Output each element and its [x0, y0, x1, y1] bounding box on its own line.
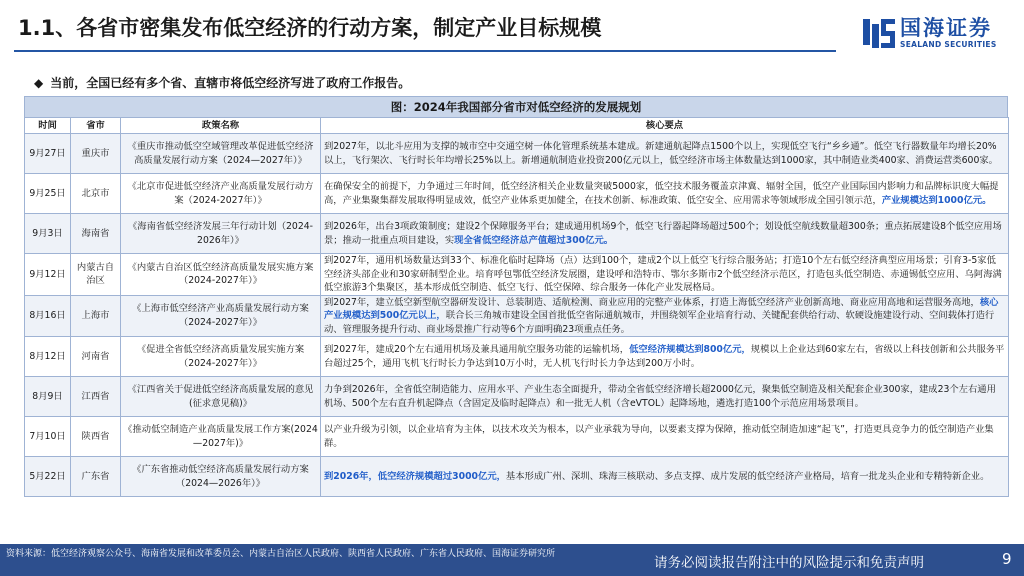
logo-name-en: SEALAND SECURITIES: [900, 40, 997, 49]
cell-place: 陕西省: [71, 417, 121, 457]
key-points-highlight: 现全省低空经济总产值超过300亿元。: [454, 234, 614, 246]
table-row: [25, 457, 1009, 497]
cell-policy: 《广东省推动低空经济高质量发展行动方案（2024—2026年）》: [121, 457, 321, 497]
table-row: [25, 254, 1009, 296]
diamond-bullet-icon: ◆: [34, 76, 44, 90]
key-points-highlight: 低空经济规模达到800亿元，: [629, 344, 751, 355]
cell-key-points: [321, 337, 1009, 377]
key-points-text: 力争到2026年，全省低空制造能力、应用水平、产业生态全面提升，带动全省低空经济增长超2000亿元，聚集低空制造及相关配套企业300家，建成23个左右通用机场、500个左右直升机起降点（含固定及临时起降点）和一批无人机（含eVTOL）起降场地，遴选打造100个示范应用场景项目。: [324, 384, 996, 409]
cell-place: 广东省: [71, 457, 121, 497]
cell-place: 海南省: [71, 214, 121, 254]
cell-key-points: [321, 457, 1009, 497]
cell-place: 上海市: [71, 295, 121, 337]
cell-date: 8月9日: [25, 377, 71, 417]
cell-date: 9月12日: [25, 254, 71, 296]
key-points-text-after: 基本形成广州、深圳、珠海三核联动、多点支撑、成片发展的低空经济产业格局，培育一批龙头企业和专精特新企业。: [505, 470, 990, 482]
logo-name-cn: 国海证券: [900, 16, 992, 40]
key-points-text: 在确保安全的前提下，力争通过三年时间，低空经济相关企业数量突破5000家，低空技术服务覆盖京津冀、辐射全国，低空产业国际国内影响力和品牌标识度大幅提高，产业集聚集群发展取得明显成效，低空产业体系更加健全，在技术创新、标准政策、低空安全、应用需求等领域形成全国引领示范，: [324, 181, 999, 206]
cell-key-points: [321, 295, 1009, 337]
cell-date: 8月16日: [25, 295, 71, 337]
source-note: 资料来源：低空经济观察公众号、海南省发展和改革委员会、内蒙古自治区人民政府、陕西省人民政府、广东省人民政府、国海证券研究所: [6, 549, 556, 559]
sealand-logo-icon: [862, 16, 896, 50]
cell-date: 8月12日: [25, 337, 71, 377]
cell-place: 重庆市: [71, 134, 121, 174]
cell-place: 内蒙古自治区: [71, 254, 121, 296]
cell-date: 9月3日: [25, 214, 71, 254]
cell-policy: 《内蒙古自治区低空经济高质量发展实施方案（2024-2027年）》: [121, 254, 321, 296]
cell-place: 北京市: [71, 174, 121, 214]
column-header-place: 省市: [71, 118, 121, 134]
cell-policy: 《推动低空制造产业高质量发展工作方案(2024—2027年)》: [121, 417, 321, 457]
cell-policy: 《北京市促进低空经济产业高质量发展行动方案（2024-2027年）》: [121, 174, 321, 214]
cell-place: 江西省: [71, 377, 121, 417]
table-row: [25, 134, 1009, 174]
cell-date: 9月25日: [25, 174, 71, 214]
table-row: [25, 377, 1009, 417]
table-caption: 图：2024年我国部分省市对低空经济的发展规划: [24, 96, 1008, 117]
cell-date: 5月22日: [25, 457, 71, 497]
column-header-key-points: 核心要点: [321, 118, 1009, 134]
key-points-text-after: 规模以上企业达到60家左右，省级以上科技创新和公共服务平台超过25个，通用飞机飞行时长力争达到10万小时，无人机飞行时长力争达到200万小时。: [324, 344, 1005, 369]
column-header-date: 时间: [25, 118, 71, 134]
key-points-text: 到2027年，建立低空新型航空器研发设计、总装制造、适航检测、商业应用的完整产业体系，打造上海低空经济产业创新高地、商业应用高地和运营服务高地，: [324, 296, 980, 308]
table-row: [25, 214, 1009, 254]
cell-policy: 《上海市低空经济产业高质量发展行动方案（2024-2027年）》: [121, 295, 321, 337]
cell-key-points: [321, 134, 1009, 174]
cell-policy: 《江西省关于促进低空经济高质量发展的意见(征求意见稿)》: [121, 377, 321, 417]
table-row: [25, 295, 1009, 337]
cell-policy: 《重庆市推动低空空域管理改革促进低空经济高质量发展行动方案（2024—2027年）》: [121, 134, 321, 174]
key-points-text-after: 联合长三角城市建设全国首批低空省际通航城市，并围绕领军企业培育行动、关键配套供给行动、软硬设施建设行动、空间载体打造行动、管理服务提升行动、商业场景推广行动等6个方面明确23项重点任务。: [324, 310, 995, 335]
key-points-text: 以产业升级为引领，以企业培育为主体，以技术攻关为根本，以产业承载为导向，以要素支撑为保障，推动低空制造加速“起飞”，打造更具竞争力的低空制造产业集群。: [324, 424, 994, 449]
page-title: 1.1、各省市密集发布低空经济的行动方案，制定产业目标规模: [18, 16, 602, 40]
cell-key-points: [321, 417, 1009, 457]
column-header-policy: 政策名称: [121, 118, 321, 134]
table-row: [25, 417, 1009, 457]
key-points-text: 到2027年，以北斗应用为支撑的城市空中交通空树一体化管理系统基本建成。新建通航起降点1500个以上，实现低空飞行“乡乡通”。低空飞行器数量年均增长20%以上，飞行架次、飞行时长年均增长25%以上。新增通航制造业投资200亿元以上，低空经济市场主体数量达到1000家，其中制造业类400家、消费运营类600家。: [324, 141, 998, 166]
page-number: 9: [1002, 550, 1012, 568]
disclaimer-link[interactable]: 请务必阅读报告附注中的风险提示和免责声明: [654, 555, 924, 571]
key-points-text: 到2027年，建成20个左右通用机场及兼具通用航空服务功能的运输机场，: [324, 344, 630, 355]
table-row: [25, 174, 1009, 214]
intro-text: 当前，全国已经有多个省、直辖市将低空经济写进了政府工作报告。: [50, 76, 411, 90]
cell-key-points: [321, 377, 1009, 417]
table-row: [25, 337, 1009, 377]
cell-key-points: [321, 254, 1009, 296]
key-points-highlight: 到2026年，低空经济规模超过3000亿元，: [324, 470, 506, 482]
cell-place: 河南省: [71, 337, 121, 377]
cell-policy: 《促进全省低空经济高质量发展实施方案（2024-2027年）》: [121, 337, 321, 377]
cell-key-points: [321, 174, 1009, 214]
cell-date: 7月10日: [25, 417, 71, 457]
cell-key-points: [321, 214, 1009, 254]
brand-logo: [862, 16, 997, 50]
key-points-text: 到2027年，通用机场数量达到33个、标准化临时起降场（点）达到100个，建成2个以上低空飞行综合服务站；打造10个左右低空经济典型应用场景；引育3-5家低空经济头部企业和30家研制型企业。培育呼包鄂低空经济发展圈，建设呼和浩特市、鄂尔多斯市2个低空经济示范区，打造包头低空制造、赤通锡低空应用、乌阿海满低空旅游3个集聚区，基本形成低空制造、低空飞行、低空保障、综合服务一体化产业发展格局。: [324, 255, 1002, 293]
footer-bar: [0, 544, 1024, 576]
key-points-highlight: 产业规模达到1000亿元。: [881, 194, 992, 206]
cell-date: 9月27日: [25, 134, 71, 174]
policy-table: [24, 117, 1009, 497]
policy-table-container: [24, 96, 1008, 497]
intro-bullet: [34, 74, 410, 91]
cell-policy: 《海南省低空经济发展三年行动计划（2024-2026年）》: [121, 214, 321, 254]
key-points-highlight: 核心产业规模达到500亿元以上，: [324, 296, 999, 321]
key-points-text: 到2026年，出台3项政策制度；建设2个保障服务平台；建成通用机场9个，低空飞行器起降场超过500个；划设低空航线数量超300条；重点拓展建设8个低空应用场景；推动一批重点项目建设，实: [324, 221, 1002, 246]
title-rule: [14, 50, 836, 52]
